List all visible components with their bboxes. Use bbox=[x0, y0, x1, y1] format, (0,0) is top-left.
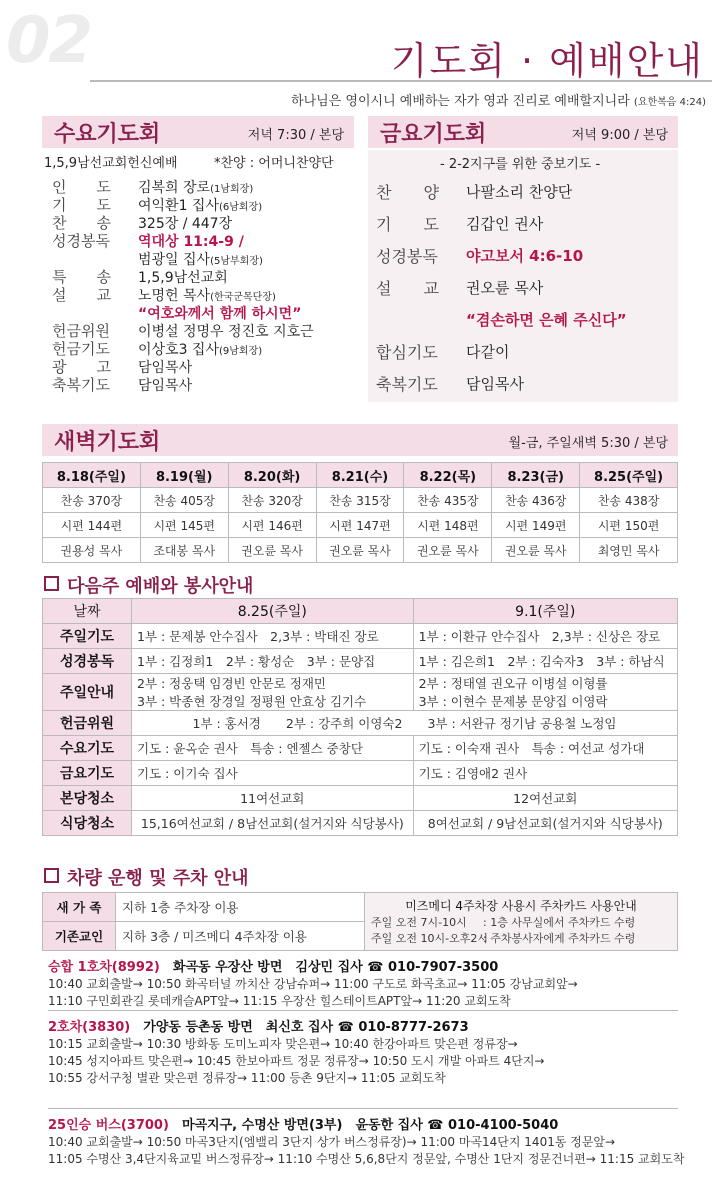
wed-row-label: 인 도 bbox=[52, 178, 111, 196]
bus-area: 가양동 등촌동 방면 bbox=[143, 1020, 253, 1035]
wed-sub: 1,5,9남선교회헌신예배 bbox=[44, 156, 178, 171]
wed-row-label: 기 도 bbox=[52, 196, 111, 214]
dawn-preachers-cell: 권오륜 목사 bbox=[404, 538, 492, 563]
dawn-preachers-cell: 권오륜 목사 bbox=[228, 538, 316, 563]
wed-row-value bbox=[138, 321, 314, 341]
dawn-preachers-cell: 조대봉 목사 bbox=[140, 538, 228, 563]
service-line: 2부 : 정태열 권오규 이병설 이형률 bbox=[418, 676, 608, 691]
wed-row-value bbox=[138, 213, 232, 233]
wed-row-value bbox=[138, 249, 263, 269]
dawn-days-cell: 8.21(수) bbox=[316, 463, 404, 488]
service-row-key: 주일기도 bbox=[43, 624, 132, 649]
bus-stop-line: 10:15 교회출발→ 10:30 방화동 도미노피자 맞은편→ 10:40 한강아파트 맞은편 정류장→ bbox=[48, 1037, 518, 1051]
bus-route bbox=[48, 956, 678, 1010]
parking-note-desc1: : 1층 사무실에서 주차카드 수령 bbox=[483, 916, 636, 929]
service-cell bbox=[132, 674, 414, 711]
service-cell: 1부 : 김은희1 2부 : 김숙자3 3부 : 하남식 bbox=[413, 649, 677, 674]
service-cell: 기도 : 이숙재 권사 특송 : 여선교 성가대 bbox=[413, 736, 677, 761]
bus-stop-line: 10:40 교회출발→ 10:50 화곡터널 까치산 강남슈퍼→ 11:00 구도로 화곡초교→ 11:05 강남교회앞→ bbox=[48, 977, 578, 991]
page-number: 02 bbox=[6, 4, 92, 78]
bus-stop-line: 10:45 성지아파트 맞은편→ 10:45 한보아파트 정문 정류장→ 10:50 도시 개발 아파트 4단지→ bbox=[48, 1054, 545, 1068]
fri-row-value: “겸손하면 은혜 주신다” bbox=[466, 311, 627, 329]
parking-section-title bbox=[44, 864, 249, 890]
verse-text: 하나님은 영이시니 예배하는 자가 영과 진리로 예배할지니라 bbox=[291, 94, 630, 109]
wed-row-label: 광 고 bbox=[52, 358, 111, 376]
fri-row-label: 축복기도 bbox=[376, 375, 438, 394]
wed-row-value bbox=[138, 357, 192, 377]
service-line: 2부 : 정웅택 임경빈 안문로 정재민 bbox=[137, 676, 327, 691]
bus-driver: 윤동한 집사 ☎ 010-4100-5040 bbox=[355, 1118, 559, 1133]
wed-row-text: 노명헌 목사 bbox=[138, 288, 211, 304]
dawn-hymns-cell: 찬송 436장 bbox=[492, 488, 580, 513]
wed-row-text: 담임목사 bbox=[138, 378, 193, 394]
parking-value: 지하 1층 주차장 이용 bbox=[116, 893, 365, 922]
dawn-days-cell: 8.19(월) bbox=[140, 463, 228, 488]
wed-row-text: 1,5,9남선교회 bbox=[138, 270, 228, 286]
bus-stop-line: 11:05 수명산 3,4단지육교밑 버스정류장→ 11:10 수명산 5,6,8단지 정문앞, 수명산 1단지 정문건너편→ 11:15 교회도착 bbox=[48, 1152, 685, 1166]
service-row-key: 수요기도 bbox=[43, 736, 132, 761]
dawn-title: 새벽기도회 bbox=[54, 430, 161, 455]
bus-stop-line: 10:40 교회출발→ 10:50 마곡3단지(엠밸리 3단지 상가 버스정류장)→ 11:00 마곡14단지 1401동 정문앞→ bbox=[48, 1135, 616, 1149]
dawn-psalms-cell: 시편 150편 bbox=[580, 513, 678, 538]
dawn-psalms-cell: 시편 149편 bbox=[492, 513, 580, 538]
wed-row-note: (9남회장) bbox=[218, 346, 263, 357]
wed-row-note: (5남부회장) bbox=[210, 256, 263, 267]
bus-driver: 김상민 집사 ☎ 010-7907-3500 bbox=[295, 960, 499, 975]
next-section-title bbox=[44, 572, 253, 598]
wed-row-note: (1남회장) bbox=[210, 184, 254, 195]
title-divider bbox=[90, 80, 712, 82]
bus-route-header bbox=[48, 1016, 678, 1036]
fri-row-label: 기 도 bbox=[376, 215, 439, 234]
dawn-days-cell: 8.25(주일) bbox=[580, 463, 678, 488]
parking-table bbox=[42, 892, 678, 951]
wed-row-label: 축복기도 bbox=[52, 376, 110, 394]
wed-row-label: 찬 송 bbox=[52, 214, 111, 232]
wed-row-value bbox=[138, 375, 192, 395]
page-title: 기도회 · 예배안내 bbox=[390, 39, 704, 83]
parking-note-time2: 주일 오전 10시-오후2시 bbox=[371, 932, 488, 945]
bus-area: 화곡동 우장산 방면 bbox=[172, 960, 283, 975]
dawn-psalms-cell: 시편 146편 bbox=[228, 513, 316, 538]
verse-ref: (요한복음 4:24) bbox=[633, 97, 706, 108]
dawn-preachers-cell: 권오륜 목사 bbox=[492, 538, 580, 563]
service-cell bbox=[413, 674, 677, 711]
wed-row-text: 이병설 정명우 정진호 지호근 bbox=[138, 324, 314, 340]
parking-note-desc2: : 주차봉사자에게 주차카드 수령 bbox=[483, 932, 636, 945]
wed-row-label: 헌금위원 bbox=[52, 322, 110, 340]
service-line: 3부 : 이현수 문제봉 문양집 이영락 bbox=[418, 694, 608, 709]
bus-route-header bbox=[48, 1114, 678, 1134]
wed-hymn-note: *찬양 : 어머니찬양단 bbox=[214, 156, 334, 171]
dawn-preachers-cell: 권오륜 목사 bbox=[316, 538, 404, 563]
dawn-hymns-cell: 찬송 320장 bbox=[228, 488, 316, 513]
parking-key: 새 가 족 bbox=[43, 893, 116, 922]
dawn-days-cell: 8.22(목) bbox=[404, 463, 492, 488]
wed-row-note: (한국군목단장) bbox=[210, 292, 276, 303]
dawn-days-cell: 8.23(금) bbox=[492, 463, 580, 488]
fri-row-value: 나팔소리 찬양단 bbox=[466, 183, 573, 201]
service-head-cell: 9.1(주일) bbox=[413, 599, 677, 624]
service-row-key: 본당청소 bbox=[43, 786, 132, 811]
bus-route bbox=[48, 1016, 678, 1087]
parking-title: 차량 운행 및 주차 안내 bbox=[67, 868, 249, 889]
checkbox-icon bbox=[44, 576, 59, 591]
next-title: 다음주 예배와 봉사안내 bbox=[67, 576, 254, 597]
route-divider bbox=[48, 1108, 678, 1109]
service-cell: 8여선교회 / 9남선교회(설거지와 식당봉사) bbox=[413, 811, 677, 836]
wed-row-text: 역대상 11:4-9 / bbox=[138, 234, 244, 250]
service-cell: 1부 : 문제봉 안수집사 2,3부 : 박태진 장로 bbox=[132, 624, 414, 649]
wed-row-value bbox=[138, 231, 244, 251]
wed-row-label: 헌금기도 bbox=[52, 340, 110, 358]
fri-row-label: 설 교 bbox=[376, 279, 439, 298]
dawn-time: 월-금, 주일새벽 5:30 / 본당 bbox=[508, 436, 668, 451]
service-cell: 기도 : 김영애2 권사 bbox=[413, 761, 677, 786]
dawn-hymns-cell: 찬송 438장 bbox=[580, 488, 678, 513]
parking-note bbox=[365, 893, 678, 951]
service-cell: 1부 : 이환규 안수집사 2,3부 : 신상은 장로 bbox=[413, 624, 677, 649]
checkbox-icon bbox=[44, 868, 59, 883]
service-head-cell: 8.25(주일) bbox=[132, 599, 414, 624]
wed-row-label: 성경봉독 bbox=[52, 232, 110, 250]
service-table bbox=[42, 598, 678, 836]
fri-header bbox=[368, 116, 678, 148]
service-row-key: 헌금위원 bbox=[43, 711, 132, 736]
bus-route bbox=[48, 1114, 685, 1168]
fri-time: 저녁 9:00 / 본당 bbox=[571, 128, 668, 143]
service-row-key: 성경봉독 bbox=[43, 649, 132, 674]
dawn-preachers-cell: 권용성 목사 bbox=[43, 538, 141, 563]
bus-route-header bbox=[48, 956, 678, 976]
service-cell: 12여선교회 bbox=[413, 786, 677, 811]
wed-row-value bbox=[138, 339, 262, 359]
dawn-days-cell: 8.18(주일) bbox=[43, 463, 141, 488]
service-span-cell: 1부 : 홍서경 2부 : 강주희 이영숙2 3부 : 서완규 정기남 공용철 노정임 bbox=[132, 711, 678, 736]
fri-row-value: 야고보서 4:6-10 bbox=[466, 247, 584, 265]
fri-row-value: 다같이 bbox=[466, 343, 510, 361]
wed-title: 수요기도회 bbox=[54, 122, 161, 147]
bus-name: 승합 1호차(8992) bbox=[48, 960, 160, 975]
wed-row-text: “여호와께서 함께 하시면” bbox=[138, 306, 302, 322]
fri-row-label: 성경봉독 bbox=[376, 247, 438, 266]
parking-note-line1 bbox=[371, 914, 671, 930]
wed-row-text: 범광일 집사 bbox=[138, 252, 211, 268]
dawn-header bbox=[42, 424, 678, 456]
service-head-cell: 날짜 bbox=[43, 599, 132, 624]
dawn-psalms-cell: 시편 145편 bbox=[140, 513, 228, 538]
fri-row-label: 합심기도 bbox=[376, 343, 438, 362]
service-cell: 1부 : 김정희1 2부 : 황성순 3부 : 문양집 bbox=[132, 649, 414, 674]
dawn-hymns-cell: 찬송 315장 bbox=[316, 488, 404, 513]
bus-stop-line: 11:10 구민회관길 롯데캐슬APT앞→ 11:15 우장산 힐스테이트APT앞→ 11:20 교회도착 bbox=[48, 994, 511, 1008]
fri-title: 금요기도회 bbox=[380, 122, 487, 147]
wed-row-text: 김복희 장로 bbox=[138, 180, 211, 196]
route-divider bbox=[48, 1010, 678, 1011]
parking-key: 기존교인 bbox=[43, 922, 116, 951]
wed-row-text: 여익환1 집사 bbox=[138, 198, 219, 214]
wed-row-value bbox=[138, 285, 276, 305]
service-cell: 기도 : 윤옥순 권사 특송 : 엔젤스 중창단 bbox=[132, 736, 414, 761]
verse bbox=[291, 90, 706, 109]
bus-stop-line: 10:55 강서구청 별관 맞은편 정류장→ 11:00 등촌 9단지→ 11:05 교회도착 bbox=[48, 1071, 446, 1085]
service-row-key: 금요기도 bbox=[43, 761, 132, 786]
wed-row-note: (6남회장) bbox=[218, 202, 263, 213]
wed-row-text: 325장 / 447장 bbox=[138, 216, 233, 232]
bus-area: 마곡지구, 수명산 방면(3부) bbox=[181, 1118, 343, 1133]
dawn-hymns-cell: 찬송 405장 bbox=[140, 488, 228, 513]
bus-name: 2호차(3830) bbox=[48, 1020, 131, 1035]
wed-time: 저녁 7:30 / 본당 bbox=[247, 128, 344, 143]
parking-note-head: 미즈메디 4주차장 사용시 주차카드 사용안내 bbox=[405, 899, 637, 913]
dawn-table bbox=[42, 462, 678, 563]
wed-row-text: 이상호3 집사 bbox=[138, 342, 219, 358]
fri-row-value: 담임목사 bbox=[466, 375, 524, 393]
parking-note-time1: 주일 오전 7시-10시 bbox=[371, 916, 467, 929]
parking-note-line2 bbox=[371, 930, 671, 946]
wed-row-value bbox=[138, 303, 301, 323]
fri-row-value: 김갑인 권사 bbox=[466, 215, 544, 233]
bus-driver: 최신호 집사 ☎ 010-8777-2673 bbox=[265, 1020, 469, 1035]
wed-header bbox=[42, 116, 354, 148]
dawn-psalms-cell: 시편 144편 bbox=[43, 513, 141, 538]
service-cell: 15,16여선교회 / 8남선교회(설거지와 식당봉사) bbox=[132, 811, 414, 836]
dawn-hymns-cell: 찬송 435장 bbox=[404, 488, 492, 513]
fri-row-value: 권오륜 목사 bbox=[466, 279, 544, 297]
wed-row-label: 설 교 bbox=[52, 286, 111, 304]
fri-sub: - 2-2지구를 위한 중보기도 - bbox=[440, 157, 601, 172]
wed-row-text: 담임목사 bbox=[138, 360, 193, 376]
service-cell: 11여선교회 bbox=[132, 786, 414, 811]
service-row-key: 주일안내 bbox=[43, 674, 132, 711]
service-line: 3부 : 박종현 장경일 정평원 안효상 김기수 bbox=[137, 694, 367, 709]
dawn-hymns-cell: 찬송 370장 bbox=[43, 488, 141, 513]
wed-row-value bbox=[138, 267, 228, 287]
parking-value: 지하 3층 / 미즈메디 4주차장 이용 bbox=[116, 922, 365, 951]
dawn-preachers-cell: 최영민 목사 bbox=[580, 538, 678, 563]
service-cell: 기도 : 이기숙 집사 bbox=[132, 761, 414, 786]
fri-row-label: 찬 양 bbox=[376, 183, 439, 202]
service-row-key: 식당청소 bbox=[43, 811, 132, 836]
bus-name: 25인승 버스(3700) bbox=[48, 1118, 169, 1133]
dawn-psalms-cell: 시편 148편 bbox=[404, 513, 492, 538]
wed-row-value bbox=[138, 195, 262, 215]
wed-row-value bbox=[138, 177, 253, 197]
dawn-psalms-cell: 시편 147편 bbox=[316, 513, 404, 538]
dawn-days-cell: 8.20(화) bbox=[228, 463, 316, 488]
wed-row-label: 특 송 bbox=[52, 268, 111, 286]
